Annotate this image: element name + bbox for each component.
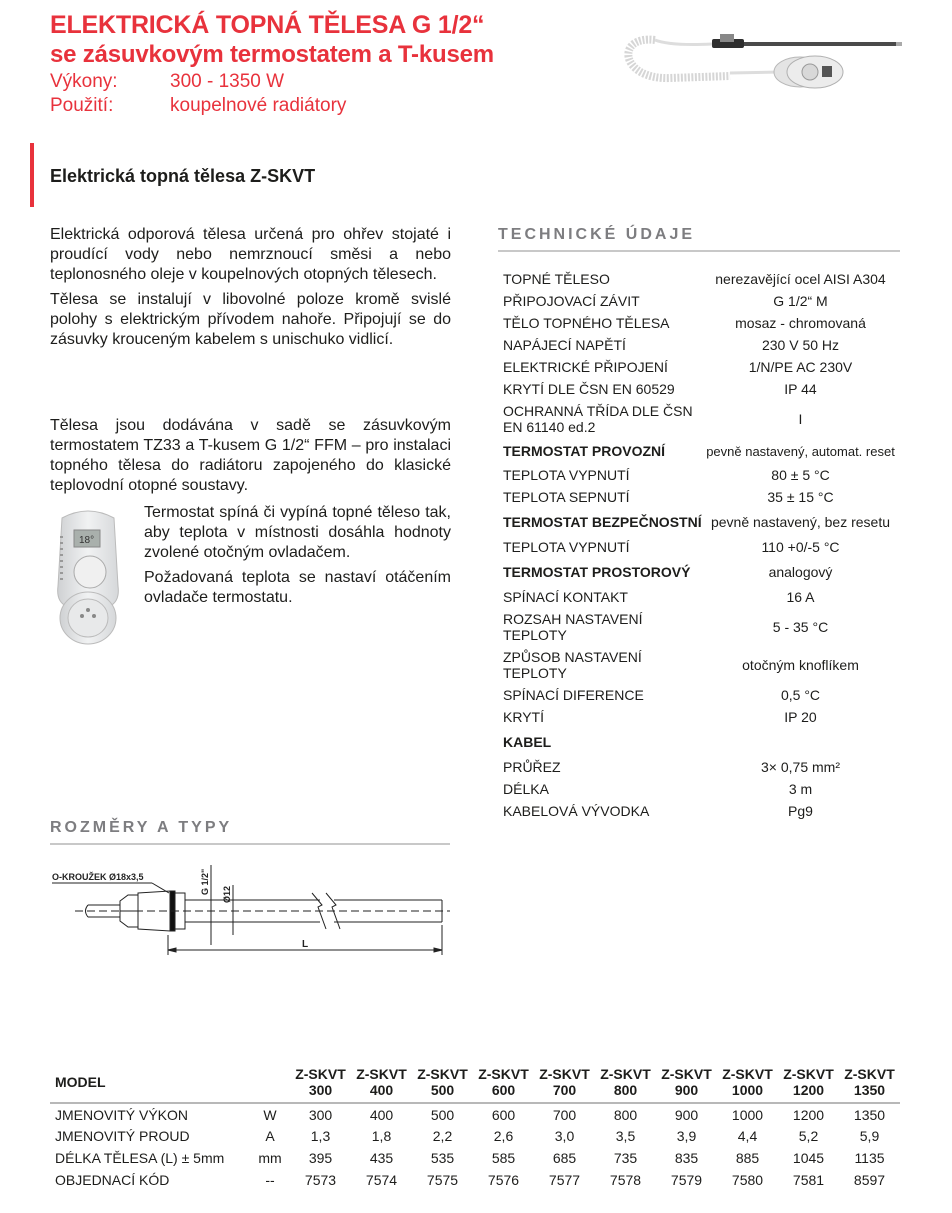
cell: 8597 [853, 1172, 886, 1188]
cell: 7578 [609, 1172, 642, 1188]
tech-row-group [503, 438, 898, 464]
cell: 1045 [792, 1150, 825, 1166]
model-column-header: Z-SKVT 500 [417, 1066, 468, 1098]
product-image [610, 10, 905, 90]
tech-row [503, 290, 898, 312]
model-column-header: Z-SKVT 1200 [783, 1066, 834, 1098]
tech-row-group [503, 728, 898, 756]
tech-row [503, 486, 898, 508]
cell: 800 [613, 1106, 638, 1123]
row-label: JMENOVITÝ VÝKON [55, 1106, 189, 1123]
cell: 7579 [670, 1172, 703, 1188]
cell: 7573 [304, 1172, 337, 1188]
model-column-header: Z-SKVT 900 [661, 1066, 712, 1098]
models-header-row [50, 1066, 900, 1103]
cell: 3,9 [676, 1128, 697, 1144]
tech-row [503, 706, 898, 728]
description-block-2 [50, 416, 451, 501]
tech-value: 1/N/PE AC 230V [748, 359, 853, 375]
tech-key: PRŮŘEZ [503, 759, 561, 775]
description-block-3 [144, 503, 451, 613]
model-column-header: Z-SKVT 800 [600, 1066, 651, 1098]
cell: 4,4 [737, 1128, 758, 1144]
meta-usage [50, 94, 494, 118]
cell: 400 [369, 1106, 394, 1123]
table-row [50, 1147, 900, 1169]
cell: 7581 [792, 1172, 825, 1188]
cell: 900 [674, 1106, 699, 1123]
cell: 885 [735, 1150, 760, 1166]
tech-value: G 1/2“ M [773, 293, 828, 309]
cell: 7580 [731, 1172, 764, 1188]
tech-value: pevně nastavený, bez resetu [710, 514, 890, 530]
drawing-label-diameter: Ø12 [222, 885, 232, 903]
description-block-1 [50, 225, 451, 355]
tech-row [503, 268, 898, 290]
tech-value: nerezavějící ocel AISI A304 [715, 271, 886, 287]
tech-key: TERMOSTAT PROVOZNÍ [503, 443, 666, 459]
meta-power-label: Výkony: [50, 71, 118, 92]
row-unit: mm [258, 1150, 282, 1166]
models-table [50, 1066, 900, 1191]
technical-drawing [40, 855, 460, 965]
cell: 1,8 [371, 1128, 392, 1144]
tech-key: TEPLOTA VYPNUTÍ [503, 467, 630, 483]
tech-key: SPÍNACÍ KONTAKT [503, 589, 628, 605]
row-label: OBJEDNACÍ KÓD [55, 1172, 170, 1188]
meta-power [50, 70, 494, 94]
tech-value: 80 ± 5 °C [771, 467, 830, 483]
tech-row [503, 356, 898, 378]
tech-value: 0,5 °C [780, 687, 821, 703]
tech-value: 5 - 35 °C [772, 619, 829, 635]
technical-table [503, 268, 898, 822]
tech-key: TERMOSTAT BEZPEČNOSTNÍ [503, 514, 702, 530]
row-unit: W [263, 1106, 277, 1123]
tech-value: 16 A [786, 589, 815, 605]
tech-value: IP 44 [784, 381, 817, 397]
cell: 395 [308, 1150, 333, 1166]
page-subtitle: se zásuvkovým termostatem a T-kusem [50, 41, 494, 68]
tech-key: NAPÁJECÍ NAPĚTÍ [503, 337, 626, 353]
cell: 735 [613, 1150, 638, 1166]
description-paragraph: Elektrická odporová tělesa určená pro ohřev stojaté i proudící vody nebo nemrznoucí směsi a nebo teplonosného oleje v koupelnových otopných tělesech. [50, 226, 451, 283]
drawing-label-oring: O-KROUŽEK Ø18x3,5 [52, 872, 144, 882]
tech-key: TERMOSTAT PROSTOROVÝ [503, 564, 691, 580]
cell: 2,6 [493, 1128, 514, 1144]
cell: 1200 [792, 1106, 825, 1123]
tech-value: Pg9 [788, 803, 813, 819]
cell: 1135 [854, 1150, 885, 1166]
row-label: JMENOVITÝ PROUD [55, 1128, 190, 1144]
description-paragraph: Tělesa se instalují v libovolné poloze kromě svislé polohy s elektrickým přívodem nahoře. Připojují se do zásuvky krouceným kabelem s unischuko vidlicí. [50, 291, 451, 348]
cell: 5,9 [859, 1128, 880, 1144]
tech-key: ZPŮSOB NASTAVENÍ TEPLOTY [503, 649, 642, 681]
tech-key: OCHRANNÁ TŘÍDA DLE ČSN EN 61140 ed.2 [503, 403, 693, 435]
tech-key: KABELOVÁ VÝVODKA [503, 803, 650, 819]
row-label: DÉLKA TĚLESA (L) ± 5mm [55, 1150, 225, 1166]
tech-row [503, 400, 898, 438]
tech-value: 230 V 50 Hz [761, 337, 840, 353]
cell: 535 [430, 1150, 455, 1166]
svg-text:18°: 18° [79, 535, 95, 546]
cell: 700 [552, 1106, 577, 1123]
tech-key: TĚLO TOPNÉHO TĚLESA [503, 315, 670, 331]
page-title: ELEKTRICKÁ TOPNÁ TĚLESA G 1/2“ [50, 11, 485, 39]
tech-row [503, 464, 898, 486]
cell: 435 [369, 1150, 394, 1166]
tech-key: SPÍNACÍ DIFERENCE [503, 687, 644, 703]
tech-value: pevně nastavený, automat. reset [706, 443, 895, 459]
tech-value: 3 m [788, 781, 813, 797]
meta-usage-value: koupelnové radiátory [170, 95, 347, 116]
tech-key: ELEKTRICKÉ PŘIPOJENÍ [503, 359, 668, 375]
description-paragraph: Požadovaná teplota se nastaví otáčením ovladače termostatu. [144, 569, 451, 606]
tech-key: KABEL [503, 734, 552, 750]
tech-value: otočným knoflíkem [742, 657, 859, 673]
tech-row [503, 536, 898, 558]
model-column-header: Z-SKVT 1000 [722, 1066, 773, 1098]
cell: 600 [491, 1106, 516, 1123]
tech-row [503, 378, 898, 400]
technical-divider [498, 250, 900, 252]
technical-heading: TECHNICKÉ ÚDAJE [498, 226, 696, 243]
cell: 300 [308, 1106, 333, 1123]
model-column-header: Z-SKVT 300 [295, 1066, 346, 1098]
tech-value: 3× 0,75 mm² [761, 759, 840, 775]
tech-key: PŘIPOJOVACÍ ZÁVIT [503, 293, 640, 309]
cell: 1000 [731, 1106, 764, 1123]
tech-key: TEPLOTA SEPNUTÍ [503, 489, 630, 505]
tech-row-group [503, 508, 898, 536]
tech-key: TEPLOTA VYPNUTÍ [503, 539, 630, 555]
model-column-header: Z-SKVT 1350 [844, 1066, 895, 1098]
tech-row [503, 684, 898, 706]
cell: 3,5 [615, 1128, 636, 1144]
tech-row [503, 334, 898, 356]
tech-value: 35 ± 15 °C [767, 489, 834, 505]
tech-value: analogový [768, 564, 833, 580]
meta-usage-label: Použití: [50, 95, 114, 116]
model-column-header: Z-SKVT 400 [356, 1066, 407, 1098]
dimensions-divider [50, 843, 450, 845]
tech-row [503, 312, 898, 334]
section-title: Elektrická topná tělesa Z-SKVT [50, 166, 316, 186]
unit-header [250, 1066, 290, 1103]
cell: 7574 [365, 1172, 398, 1188]
page-header [50, 10, 494, 118]
cell: 1350 [853, 1106, 886, 1123]
section-accent-bar [30, 143, 34, 207]
cell: 835 [674, 1150, 699, 1166]
drawing-label-length: L [302, 939, 309, 950]
drawing-label-thread: G 1/2" [200, 868, 210, 895]
description-paragraph: Termostat spíná či vypíná topné těleso tak, aby teplota v místnosti dosáhla hodnoty zvolené otočným ovladačem. [144, 504, 451, 561]
model-column-header: Z-SKVT 700 [539, 1066, 590, 1098]
cell: 685 [552, 1150, 577, 1166]
tech-row [503, 646, 898, 684]
description-paragraph: Tělesa jsou dodávána v sadě se zásuvkovým termostatem TZ33 a T-kusem G 1/2“ FFM – pro instalaci topného tělesa do radiátoru zapojeného do klasické teplovodní otopné soustavy. [50, 417, 451, 494]
table-row [50, 1169, 900, 1191]
meta-power-value: 300 - 1350 W [170, 71, 285, 92]
row-unit: A [265, 1128, 275, 1144]
model-column-header: Z-SKVT 600 [478, 1066, 529, 1098]
tech-row [503, 586, 898, 608]
tech-row [503, 608, 898, 646]
tech-key: ROZSAH NASTAVENÍ TEPLOTY [503, 611, 643, 643]
cell: 2,2 [432, 1128, 453, 1144]
tech-value: mosaz - chromovaná [735, 315, 866, 331]
tech-row [503, 756, 898, 778]
cell: 7575 [426, 1172, 459, 1188]
row-unit: -- [265, 1172, 275, 1188]
tech-key: TOPNÉ TĚLESO [503, 271, 610, 287]
tech-key: DÉLKA [503, 781, 549, 797]
dimensions-heading: ROZMĚRY A TYPY [50, 819, 233, 836]
tech-key: KRYTÍ DLE ČSN EN 60529 [503, 381, 675, 397]
cell: 500 [430, 1106, 455, 1123]
tech-row [503, 800, 898, 822]
tech-row-group [503, 558, 898, 586]
cell: 5,2 [798, 1128, 819, 1144]
table-row [50, 1125, 900, 1147]
tech-value: IP 20 [784, 709, 817, 725]
table-row [50, 1103, 900, 1125]
tech-key: KRYTÍ [503, 709, 544, 725]
tech-value: 110 +0/-5 °C [761, 539, 840, 555]
model-header-label: MODEL [55, 1074, 106, 1090]
cell: 7577 [548, 1172, 581, 1188]
tech-value: I [798, 411, 803, 427]
thermostat-image [48, 506, 128, 646]
cell: 585 [491, 1150, 516, 1166]
tech-row [503, 778, 898, 800]
cell: 1,3 [310, 1128, 331, 1144]
cell: 7576 [487, 1172, 520, 1188]
cell: 3,0 [554, 1128, 575, 1144]
